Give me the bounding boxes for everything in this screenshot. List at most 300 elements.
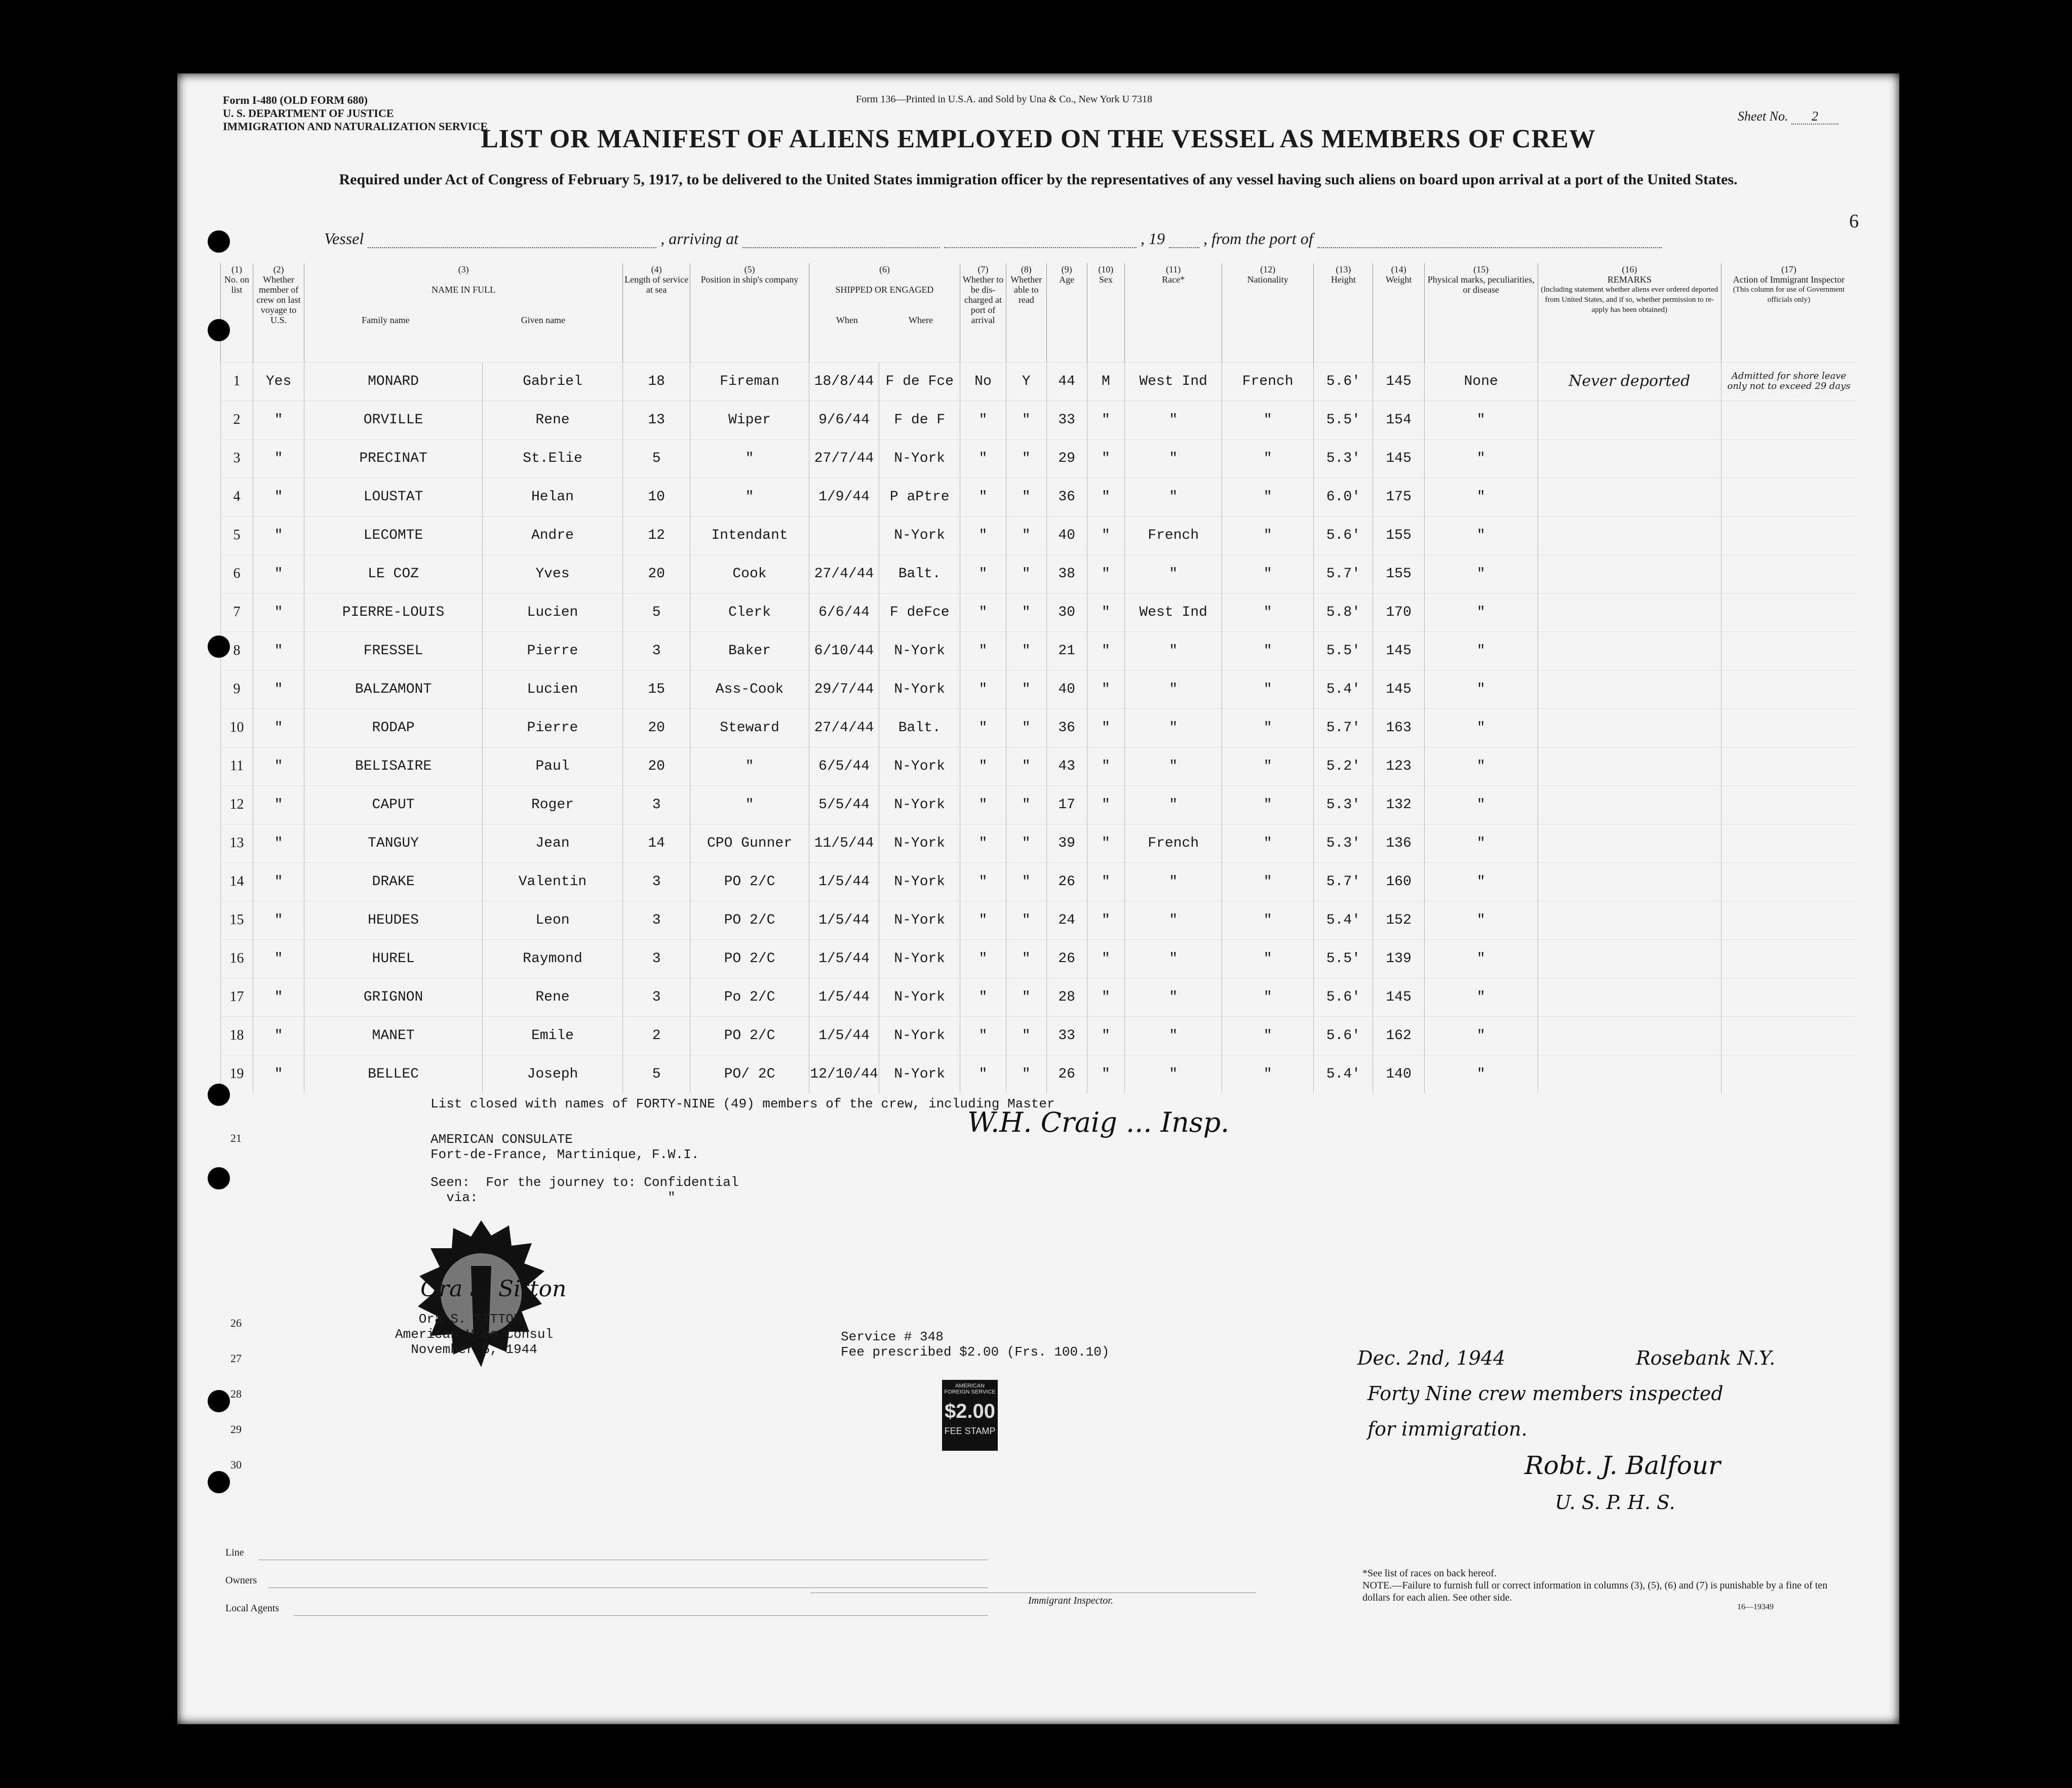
- cell-nat: ": [1222, 554, 1314, 593]
- cell-marks: ": [1424, 708, 1538, 747]
- cell-disch: ": [960, 670, 1006, 708]
- cell-marks: ": [1424, 1055, 1538, 1093]
- cell-disch: ": [960, 901, 1006, 939]
- cell-when: 11/5/44: [809, 824, 879, 862]
- cell-age: 40: [1046, 516, 1087, 554]
- cell-action: [1721, 824, 1856, 862]
- col-header: (8) Whether able to read: [1006, 263, 1046, 362]
- cell-weight: 145: [1373, 439, 1424, 478]
- cell-when: 27/4/44: [809, 554, 879, 593]
- cell-sex: ": [1087, 824, 1125, 862]
- cell-family: PIERRE-LOUIS: [304, 593, 483, 631]
- vessel-line: [324, 229, 1662, 248]
- col-header: (16) REMARKS (Including statement whether aliens ever ordered deported from United States, and if so, whether permission to re-apply has been obtained): [1538, 263, 1721, 362]
- cell-action: [1721, 901, 1856, 939]
- cell-when: 27/7/44: [809, 439, 879, 478]
- cell-height: 5.6': [1314, 1016, 1373, 1055]
- cell-weight: 152: [1373, 901, 1424, 939]
- cell-marks: ": [1424, 670, 1538, 708]
- cell-weight: 140: [1373, 1055, 1424, 1093]
- cell-last: ": [253, 670, 304, 708]
- cell-when: 1/5/44: [809, 978, 879, 1016]
- cell-height: 5.7': [1314, 862, 1373, 901]
- cell-disch: ": [960, 939, 1006, 978]
- table-row: [221, 862, 1857, 901]
- cell-weight: 162: [1373, 1016, 1424, 1055]
- cell-sex: ": [1087, 478, 1125, 516]
- cell-race: West Ind: [1125, 593, 1222, 631]
- cell-height: 5.7': [1314, 708, 1373, 747]
- cell-age: 38: [1046, 554, 1087, 593]
- cell-family: HEUDES: [304, 901, 483, 939]
- cell-action: [1721, 516, 1856, 554]
- cell-age: 30: [1046, 593, 1087, 631]
- cell-marks: ": [1424, 862, 1538, 901]
- cell-remarks: [1538, 824, 1721, 862]
- cell-remarks: [1538, 516, 1721, 554]
- cell-given: Helan: [482, 478, 622, 516]
- cell-age: 24: [1046, 901, 1087, 939]
- cell-weight: 132: [1373, 785, 1424, 824]
- cell-position: Fireman: [690, 362, 809, 401]
- cell-when: 1/5/44: [809, 939, 879, 978]
- cell-weight: 155: [1373, 554, 1424, 593]
- cell-read: ": [1006, 1055, 1046, 1093]
- cell-no: 18: [221, 1016, 253, 1055]
- col-header: (1) No. on list: [221, 263, 253, 362]
- cell-age: 40: [1046, 670, 1087, 708]
- cell-position: Intendant: [690, 516, 809, 554]
- cell-last: ": [253, 708, 304, 747]
- cell-service: 14: [623, 824, 690, 862]
- cell-sex: ": [1087, 631, 1125, 670]
- cell-family: FRESSEL: [304, 631, 483, 670]
- row-number: 30: [230, 1458, 242, 1471]
- cell-family: LECOMTE: [304, 516, 483, 554]
- cell-family: GRIGNON: [304, 978, 483, 1016]
- cell-weight: 145: [1373, 978, 1424, 1016]
- inspection-date: Dec. 2nd, 1944: [1357, 1347, 1506, 1369]
- cell-weight: 163: [1373, 708, 1424, 747]
- cell-read: ": [1006, 516, 1046, 554]
- column-header-row: [221, 263, 1857, 362]
- cell-nat: ": [1222, 1055, 1314, 1093]
- cell-remarks: [1538, 862, 1721, 901]
- table-row: [221, 439, 1857, 478]
- cell-when: [809, 516, 879, 554]
- cell-remarks: [1538, 1055, 1721, 1093]
- cell-given: Raymond: [482, 939, 622, 978]
- vessel-label: Vessel: [324, 229, 364, 248]
- cell-height: 5.8': [1314, 593, 1373, 631]
- races-note: *See list of races on back hereof.: [1362, 1568, 1497, 1579]
- cell-age: 26: [1046, 1055, 1087, 1093]
- cell-no: 7: [221, 593, 253, 631]
- cell-position: Wiper: [690, 401, 809, 439]
- from-blank: [1317, 247, 1662, 248]
- cell-read: ": [1006, 401, 1046, 439]
- cell-race: ": [1125, 401, 1222, 439]
- cell-read: ": [1006, 478, 1046, 516]
- arriving-label: , arriving at: [660, 229, 738, 248]
- cell-no: 12: [221, 785, 253, 824]
- cell-last: ": [253, 1016, 304, 1055]
- cell-remarks: [1538, 978, 1721, 1016]
- cell-nat: ": [1222, 978, 1314, 1016]
- inspection-place: Rosebank N.Y.: [1636, 1347, 1776, 1369]
- cell-action: [1721, 593, 1856, 631]
- cell-marks: ": [1424, 901, 1538, 939]
- punch-hole: [208, 1390, 230, 1412]
- fee-stamp: [942, 1380, 998, 1451]
- cell-given: St.Elie: [482, 439, 622, 478]
- table-row: [221, 478, 1857, 516]
- cell-last: ": [253, 1055, 304, 1093]
- cell-height: 5.3': [1314, 785, 1373, 824]
- table-row: [221, 978, 1857, 1016]
- cell-marks: ": [1424, 978, 1538, 1016]
- cell-sex: ": [1087, 862, 1125, 901]
- cell-when: 1/5/44: [809, 1016, 879, 1055]
- cell-race: ": [1125, 478, 1222, 516]
- cell-action: [1721, 439, 1856, 478]
- cell-race: French: [1125, 516, 1222, 554]
- year-label: , 19: [1140, 229, 1165, 248]
- cell-where: F deFce: [879, 593, 960, 631]
- cell-age: 36: [1046, 478, 1087, 516]
- cell-position: ": [690, 747, 809, 785]
- cell-height: 5.6': [1314, 516, 1373, 554]
- cell-last: ": [253, 439, 304, 478]
- cell-position: Cook: [690, 554, 809, 593]
- sheet-number: [1738, 109, 1839, 124]
- cell-service: 5: [623, 439, 690, 478]
- cell-no: 16: [221, 939, 253, 978]
- col-header: (6) SHIPPED OR ENGAGED When Where: [809, 263, 960, 362]
- cell-nat: ": [1222, 670, 1314, 708]
- cell-last: ": [253, 901, 304, 939]
- col-header: (4) Length of service at sea: [623, 263, 690, 362]
- cell-weight: 145: [1373, 362, 1424, 401]
- cell-action: [1721, 1016, 1856, 1055]
- cell-sex: ": [1087, 747, 1125, 785]
- agents-label: Local Agents: [225, 1603, 280, 1614]
- cell-read: ": [1006, 824, 1046, 862]
- cell-disch: ": [960, 478, 1006, 516]
- cell-age: 43: [1046, 747, 1087, 785]
- cell-weight: 170: [1373, 593, 1424, 631]
- cell-last: Yes: [253, 362, 304, 401]
- cell-last: ": [253, 747, 304, 785]
- cell-no: 8: [221, 631, 253, 670]
- cell-position: ": [690, 785, 809, 824]
- cell-weight: 145: [1373, 631, 1424, 670]
- cell-service: 20: [623, 554, 690, 593]
- cell-age: 26: [1046, 939, 1087, 978]
- cell-nat: ": [1222, 593, 1314, 631]
- cell-given: Rene: [482, 978, 622, 1016]
- cell-given: Rene: [482, 401, 622, 439]
- cell-height: 5.4': [1314, 901, 1373, 939]
- cell-where: P aPtre: [879, 478, 960, 516]
- inspection-note: Forty Nine crew members inspected: [1367, 1382, 1724, 1405]
- cell-family: BALZAMONT: [304, 670, 483, 708]
- cell-position: Steward: [690, 708, 809, 747]
- cell-given: Pierre: [482, 631, 622, 670]
- cell-given: Emile: [482, 1016, 622, 1055]
- arriving-blank: [742, 247, 940, 248]
- cell-service: 3: [623, 978, 690, 1016]
- cell-nat: ": [1222, 708, 1314, 747]
- cell-marks: ": [1424, 747, 1538, 785]
- cell-where: N-York: [879, 1055, 960, 1093]
- cell-marks: ": [1424, 516, 1538, 554]
- cell-action: [1721, 401, 1856, 439]
- cell-disch: ": [960, 516, 1006, 554]
- cell-given: Leon: [482, 901, 622, 939]
- cell-action: [1721, 631, 1856, 670]
- cell-nat: ": [1222, 478, 1314, 516]
- cell-given: Valentin: [482, 862, 622, 901]
- manifest-page: [177, 73, 1899, 1724]
- cell-sex: ": [1087, 516, 1125, 554]
- col-header: (3) NAME IN FULL Family name Given name: [304, 263, 623, 362]
- cell-when: 27/4/44: [809, 708, 879, 747]
- cell-marks: ": [1424, 554, 1538, 593]
- cell-nat: ": [1222, 631, 1314, 670]
- cell-no: 10: [221, 708, 253, 747]
- cell-family: DRAKE: [304, 862, 483, 901]
- cell-position: Clerk: [690, 593, 809, 631]
- cell-remarks: [1538, 901, 1721, 939]
- cell-no: 15: [221, 901, 253, 939]
- cell-service: 10: [623, 478, 690, 516]
- cell-nat: ": [1222, 1016, 1314, 1055]
- cell-nat: ": [1222, 862, 1314, 901]
- cell-position: Baker: [690, 631, 809, 670]
- cell-no: 17: [221, 978, 253, 1016]
- cell-height: 5.4': [1314, 670, 1373, 708]
- immigrant-inspector-label: Immigrant Inspector.: [1028, 1595, 1113, 1606]
- owners-label: Owners: [225, 1575, 257, 1586]
- cell-age: 44: [1046, 362, 1087, 401]
- cell-position: PO 2/C: [690, 862, 809, 901]
- table-row: [221, 1055, 1857, 1093]
- cell-sex: ": [1087, 901, 1125, 939]
- cell-nat: ": [1222, 439, 1314, 478]
- cell-sex: ": [1087, 785, 1125, 824]
- cell-action: [1721, 785, 1856, 824]
- table-row: [221, 516, 1857, 554]
- cell-marks: ": [1424, 401, 1538, 439]
- cell-race: ": [1125, 939, 1222, 978]
- inspector-org: U. S. P. H. S.: [1555, 1491, 1675, 1514]
- cell-given: Lucien: [482, 670, 622, 708]
- cell-height: 5.5': [1314, 939, 1373, 978]
- seen-block: Seen: For the journey to: Confidential via: ": [431, 1175, 739, 1205]
- cell-service: 3: [623, 631, 690, 670]
- cell-race: ": [1125, 1055, 1222, 1093]
- cell-nat: ": [1222, 516, 1314, 554]
- cell-remarks: [1538, 593, 1721, 631]
- cell-last: ": [253, 785, 304, 824]
- table-row: [221, 1016, 1857, 1055]
- table-row: [221, 708, 1857, 747]
- cell-where: Balt.: [879, 708, 960, 747]
- cell-family: MANET: [304, 1016, 483, 1055]
- cell-disch: No: [960, 362, 1006, 401]
- cell-nat: ": [1222, 901, 1314, 939]
- table-row: [221, 631, 1857, 670]
- cell-disch: ": [960, 747, 1006, 785]
- cell-height: 5.7': [1314, 554, 1373, 593]
- cell-service: 3: [623, 939, 690, 978]
- cell-family: LOUSTAT: [304, 478, 483, 516]
- col-header: (11) Race*: [1125, 263, 1222, 362]
- cell-remarks: [1538, 478, 1721, 516]
- cell-where: N-York: [879, 824, 960, 862]
- cell-action: [1721, 978, 1856, 1016]
- cell-height: 5.5': [1314, 401, 1373, 439]
- cell-read: ": [1006, 1016, 1046, 1055]
- cell-read: ": [1006, 439, 1046, 478]
- table-row: [221, 785, 1857, 824]
- cell-where: F de Fce: [879, 362, 960, 401]
- cell-service: 20: [623, 708, 690, 747]
- cell-marks: ": [1424, 439, 1538, 478]
- cell-service: 2: [623, 1016, 690, 1055]
- cell-sex: ": [1087, 939, 1125, 978]
- cell-when: 18/8/44: [809, 362, 879, 401]
- cell-given: Lucien: [482, 593, 622, 631]
- table-row: [221, 401, 1857, 439]
- cell-marks: ": [1424, 824, 1538, 862]
- cell-where: F de F: [879, 401, 960, 439]
- cell-read: ": [1006, 554, 1046, 593]
- stamp-value: $2.00: [944, 1400, 996, 1422]
- from-label: , from the port of: [1203, 229, 1313, 248]
- cell-weight: 123: [1373, 747, 1424, 785]
- page-subtitle: Required under Act of Congress of February 5, 1917, to be delivered to the United States immigration officer by the representatives of any vessel having such aliens on board upon arrival at a port of the United States.: [339, 171, 1738, 188]
- cell-when: 6/6/44: [809, 593, 879, 631]
- cell-read: ": [1006, 747, 1046, 785]
- col-header: (5) Position in ship's company: [690, 263, 809, 362]
- punch-hole: [208, 1167, 230, 1189]
- cell-remarks: [1538, 708, 1721, 747]
- cell-action: Admitted for shore leave only not to exceed 29 days: [1721, 362, 1856, 401]
- notes-block: [1362, 1567, 1844, 1604]
- cell-age: 29: [1046, 439, 1087, 478]
- cell-height: 5.3': [1314, 439, 1373, 478]
- cell-marks: ": [1424, 478, 1538, 516]
- cell-weight: 155: [1373, 516, 1424, 554]
- cell-race: ": [1125, 1016, 1222, 1055]
- cell-service: 15: [623, 670, 690, 708]
- sheet-label: Sheet No.: [1737, 109, 1788, 124]
- cell-remarks: [1538, 631, 1721, 670]
- cell-race: ": [1125, 670, 1222, 708]
- table-row: [221, 593, 1857, 631]
- cell-family: PRECINAT: [304, 439, 483, 478]
- cell-age: 33: [1046, 1016, 1087, 1055]
- cell-race: ": [1125, 785, 1222, 824]
- crew-table: [220, 263, 1856, 1093]
- cell-weight: 160: [1373, 862, 1424, 901]
- cell-height: 5.6': [1314, 978, 1373, 1016]
- consul-signature: Ora S. Sitton: [420, 1276, 567, 1302]
- cell-position: Po 2/C: [690, 978, 809, 1016]
- table-row: [221, 824, 1857, 862]
- row-number: 26: [230, 1317, 242, 1329]
- cell-where: N-York: [879, 631, 960, 670]
- cell-family: MONARD: [304, 362, 483, 401]
- cell-marks: ": [1424, 939, 1538, 978]
- form-id-line: IMMIGRATION AND NATURALIZATION SERVICE: [223, 120, 488, 133]
- cell-age: 39: [1046, 824, 1087, 862]
- punch-hole: [208, 1084, 230, 1106]
- cell-sex: ": [1087, 401, 1125, 439]
- cell-last: ": [253, 939, 304, 978]
- cell-remarks: [1538, 747, 1721, 785]
- cell-sex: ": [1087, 593, 1125, 631]
- cell-no: 13: [221, 824, 253, 862]
- line-label: Line: [225, 1547, 244, 1558]
- cell-action: [1721, 1055, 1856, 1093]
- inspection-note: for immigration.: [1367, 1418, 1528, 1440]
- cell-where: N-York: [879, 747, 960, 785]
- cell-position: PO 2/C: [690, 901, 809, 939]
- cell-sex: ": [1087, 439, 1125, 478]
- table-row: [221, 554, 1857, 593]
- cell-race: ": [1125, 554, 1222, 593]
- cell-given: Pierre: [482, 708, 622, 747]
- cell-race: French: [1125, 824, 1222, 862]
- cell-where: Balt.: [879, 554, 960, 593]
- cell-race: ": [1125, 439, 1222, 478]
- sheet-value: 2: [1791, 109, 1839, 125]
- punch-hole: [208, 230, 230, 253]
- cell-remarks: [1538, 1016, 1721, 1055]
- cell-height: 5.2': [1314, 747, 1373, 785]
- cell-sex: ": [1087, 670, 1125, 708]
- form-id-line: Form I-480 (OLD FORM 680): [223, 94, 368, 106]
- cell-age: 33: [1046, 401, 1087, 439]
- cell-position: Ass-Cook: [690, 670, 809, 708]
- cell-no: 4: [221, 478, 253, 516]
- cell-nat: French: [1222, 362, 1314, 401]
- cell-race: ": [1125, 862, 1222, 901]
- stamp-bottom: FEE STAMP: [944, 1426, 996, 1436]
- table-row: [221, 362, 1857, 401]
- cell-remarks: [1538, 401, 1721, 439]
- inspector-signature-2: Robt. J. Balfour: [1524, 1451, 1721, 1480]
- cell-where: N-York: [879, 939, 960, 978]
- cell-disch: ": [960, 631, 1006, 670]
- crew-body: [221, 362, 1857, 1093]
- cell-disch: ": [960, 554, 1006, 593]
- cell-no: 14: [221, 862, 253, 901]
- cell-where: N-York: [879, 670, 960, 708]
- cell-nat: ": [1222, 401, 1314, 439]
- cell-action: [1721, 708, 1856, 747]
- cell-position: PO 2/C: [690, 939, 809, 978]
- cell-height: 5.5': [1314, 631, 1373, 670]
- cell-last: ": [253, 554, 304, 593]
- cell-read: ": [1006, 631, 1046, 670]
- cell-when: 1/9/44: [809, 478, 879, 516]
- cell-nat: ": [1222, 824, 1314, 862]
- cell-age: 26: [1046, 862, 1087, 901]
